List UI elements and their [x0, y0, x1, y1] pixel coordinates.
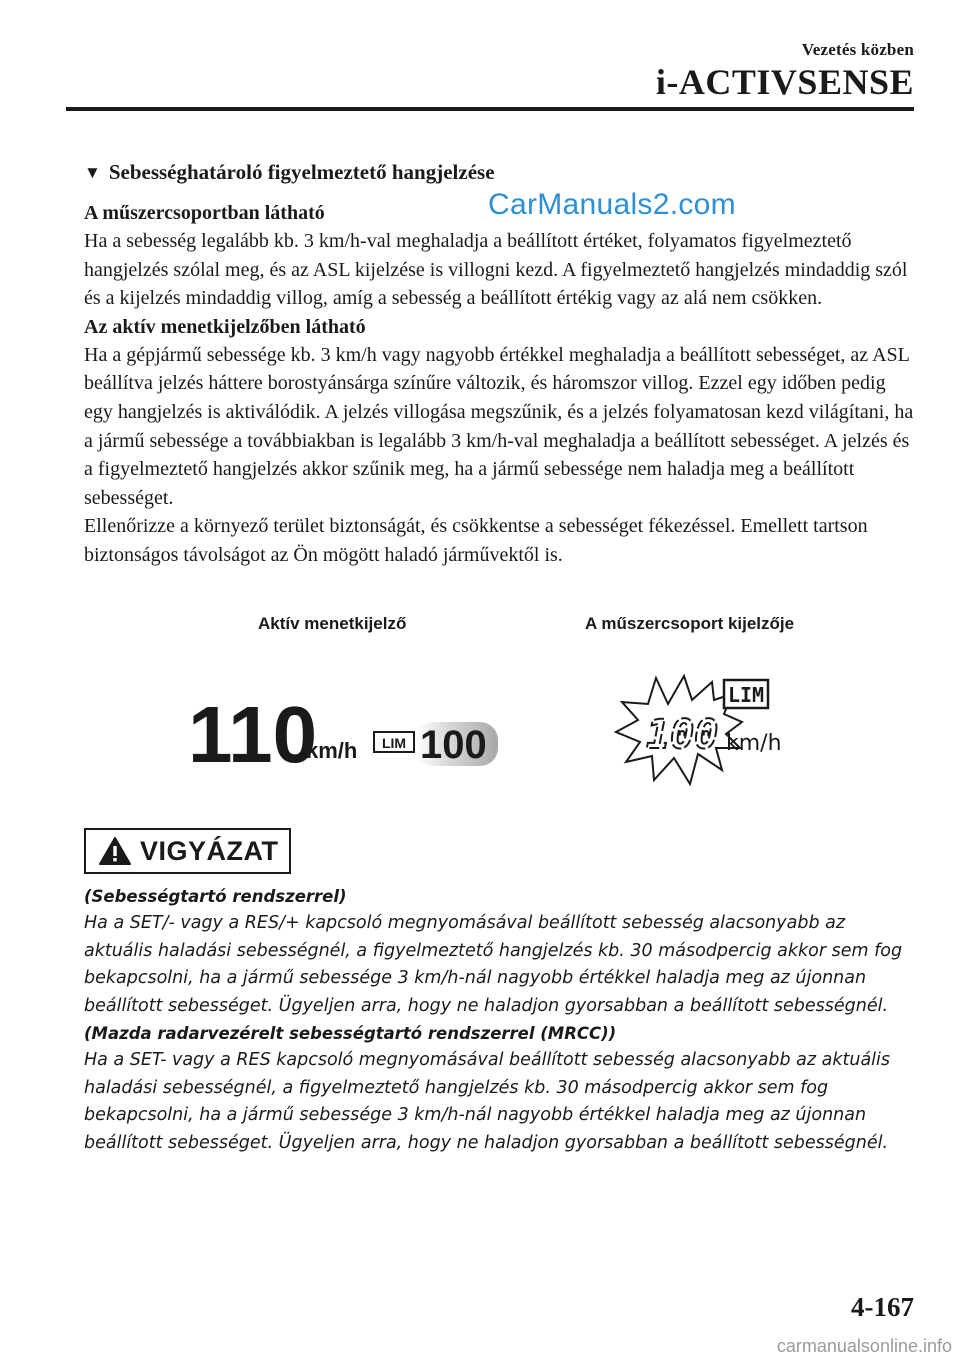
section-heading-text: Sebességhatároló figyelmeztető hangjelzése — [108, 160, 495, 184]
cluster-text: Ha a sebesség legalább kb. 3 km/h-val meghaladja a beállított értéket, folyamatos figyelmeztető hangjelzés szólal meg, és az ASL kijelzése is villogni kezd. A figyelmeztető hangjelzés mindaddig szól és a kijelzés mindaddig villog, amíg a sebesség a beállított értékig vagy az alá nem csökken. — [84, 230, 908, 310]
caution-title: VIGYÁZAT — [140, 835, 279, 866]
cluster-display-figure — [612, 672, 812, 792]
page-header — [656, 40, 914, 102]
cluster-unit: km/h — [726, 731, 782, 756]
caution-head-1: (Sebességtartó rendszerrel) — [84, 887, 347, 906]
header-chapter: i-ACTIVSENSE — [655, 62, 914, 102]
hud-text: Ha a gépjármű sebessége kb. 3 km/h vagy nagyobb értékkel meghaladja a beállított sebességet, az ASL beállítva jelzés háttere borostyánsárga színűre változik, és háromszor villog. Ezzel egy időben pedig egy hangjelzés is aktiválódik. A jelzés villogása megszűnik, és a jelzés folyamatosan kezd világítani, ha a jármű sebessége a továbbiakban is legalább 3 km/h-val meghaladja a beállított sebességet. A jelzés és a figyelmeztető hangjelzés akkor szűnik meg, ha a jármű sebessége nem haladja meg a beállított sebességet. — [84, 343, 914, 509]
header-rule — [66, 107, 914, 111]
caution-text-2: Ha a SET- vagy a RES kapcsoló megnyomásával beállított sebesség alacsonyabb az aktuális haladási sebességnél, a figyelmeztető hangjelzés kb. 30 másodpercig akkor sem fog bekapcsolni, ha a jármű sebessége 3 km/h-nál nagyobb értékkel haladja meg az újonnan beállított sebességet. Ügyeljen arra, hogy ne haladjon gyorsabban a beállított sebességnél. — [84, 1050, 891, 1153]
caution-head-2: (Mazda radarvezérelt sebességtartó rendszerrel (MRCC)) — [84, 1024, 617, 1043]
cluster-set-speed: 100 — [646, 712, 719, 758]
caution-box — [84, 828, 291, 874]
hud-lim-label: LIM — [381, 735, 407, 751]
hud-set-speed: 100 — [420, 723, 487, 767]
main-content — [84, 160, 914, 570]
watermark-carmanuals: CarManuals2.com — [488, 188, 736, 221]
label-cluster: A műszercsoport kijelzője — [585, 614, 795, 633]
safety-text: Ellenőrizze a környező terület biztonságát, és csökkentse a sebességet fékezéssel. Emellett tartson biztonságos távolságot az Ön mögött haladó járművektől is. — [84, 515, 868, 566]
warning-icon — [98, 836, 132, 866]
caution-content — [84, 883, 914, 1157]
hud-unit: km/h — [306, 738, 358, 763]
cluster-lim-label: LIM — [727, 683, 765, 707]
triangle-down-icon: ▼ — [84, 162, 101, 182]
hud-speed: 110 — [188, 690, 318, 779]
header-section: Vezetés közben — [801, 40, 914, 59]
page-number: 4-167 — [851, 1292, 914, 1322]
section-heading — [84, 160, 914, 185]
cluster-heading: A műszercsoportban látható — [84, 202, 325, 224]
hud-heading: Az aktív menetkijelzőben látható — [84, 315, 366, 338]
footer-watermark: carmanualsonline.info — [776, 1336, 952, 1356]
label-hud: Aktív menetkijelző — [258, 614, 407, 633]
hud-display-figure — [188, 690, 508, 780]
caution-text-1: Ha a SET/- vagy a RES/+ kapcsoló megnyomásával beállított sebesség alacsonyabb az aktuális haladási sebességnél, a figyelmeztető hangjelzés kb. 30 másodpercig akkor sem fog bekapcsolni, ha a jármű sebessége 3 km/h-nál nagyobb értékkel haladja meg az újonnan beállított sebességet. Ügyeljen arra, hogy ne haladjon gyorsabban a beállított sebességnél. — [84, 913, 903, 1016]
